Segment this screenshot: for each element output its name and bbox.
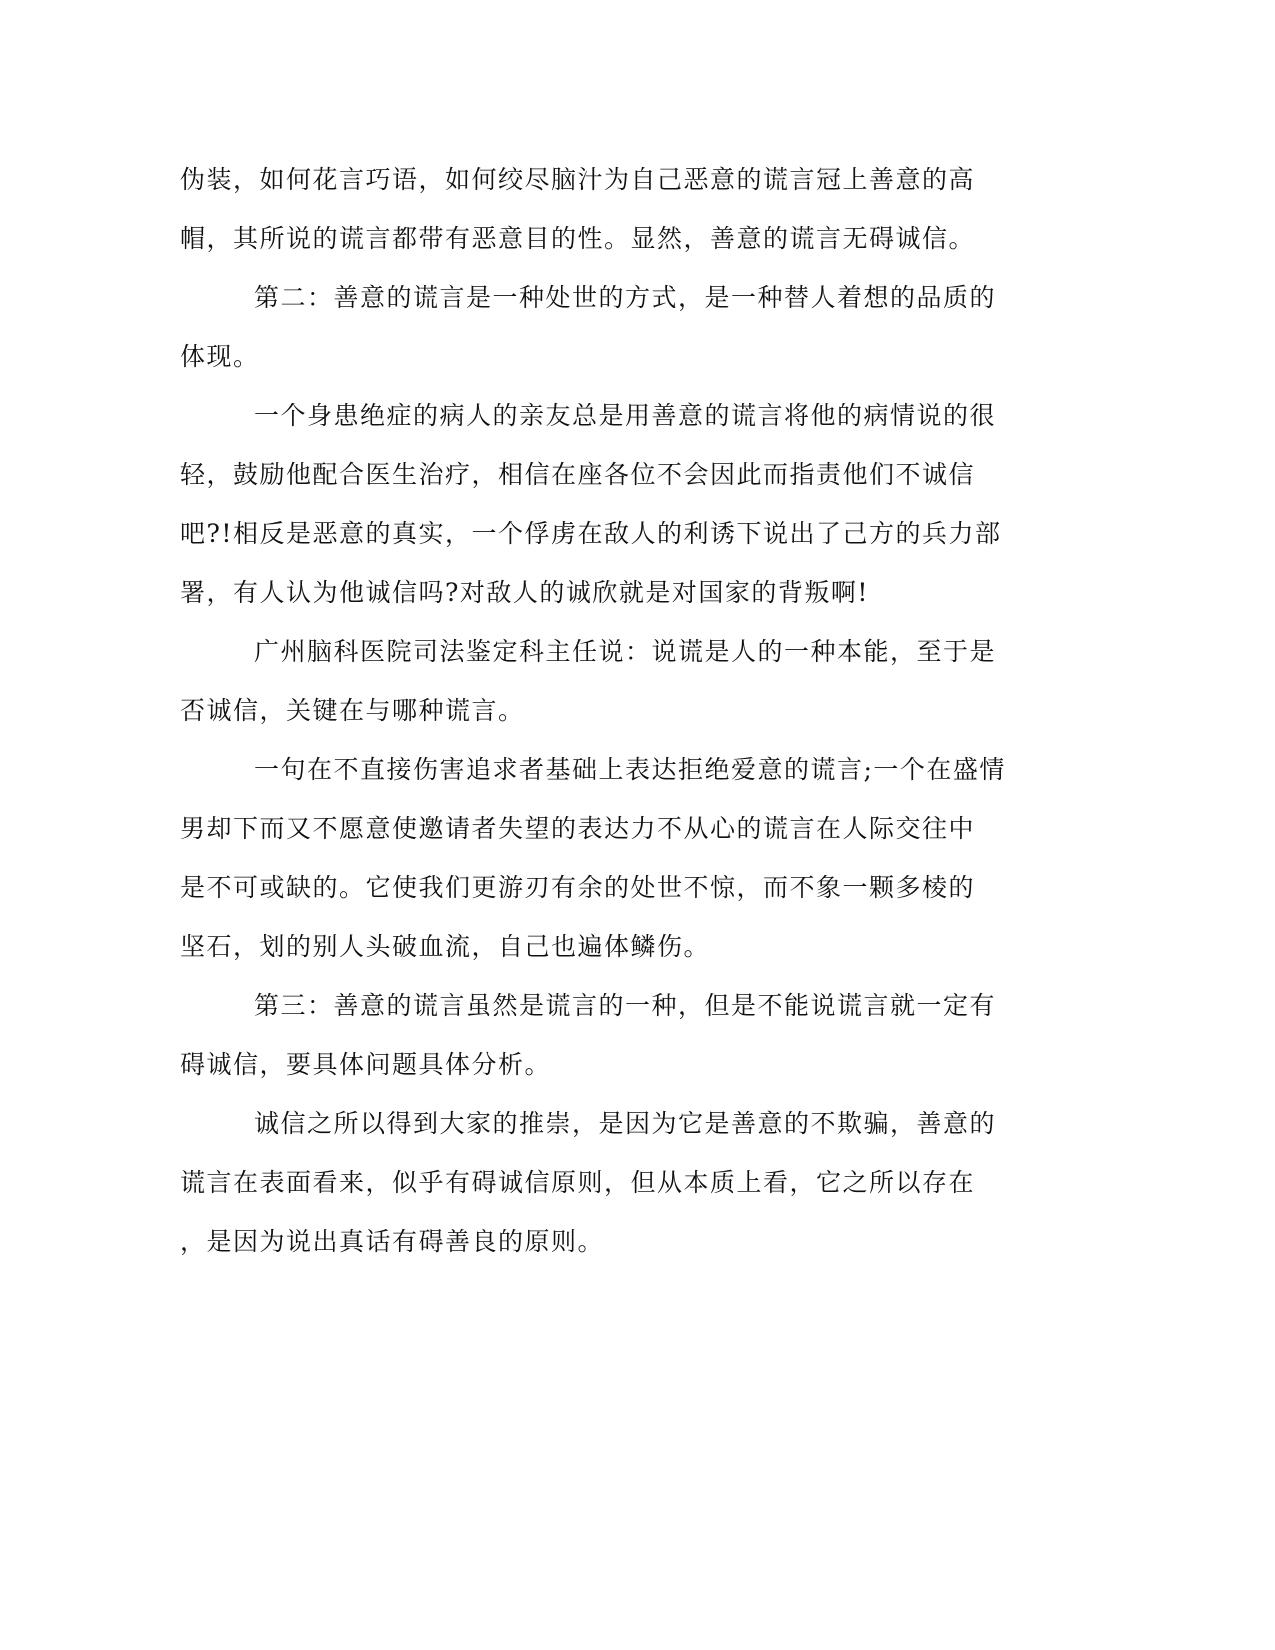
text-line: 第三：善意的谎言虽然是谎言的一种，但是不能说谎言就一定有: [254, 991, 997, 1020]
text-line: ，是因为说出真话有碍善良的原则。: [180, 1227, 605, 1256]
text-line: 吧?!相反是恶意的真实，一个俘虏在敌人的利诱下说出了己方的兵力部: [180, 519, 1002, 548]
text-line: 男却下而又不愿意使邀请者失望的表达力不从心的谎言在人际交往中: [180, 814, 976, 843]
paragraph-6: [180, 976, 1060, 1094]
text-line: 广州脑科医院司法鉴定科主任说：说谎是人的一种本能，至于是: [254, 637, 997, 666]
paragraph-2: [180, 268, 1060, 386]
text-line: 署，有人认为他诚信吗?对敌人的诚欣就是对国家的背叛啊!: [180, 578, 869, 607]
text-line: 是不可或缺的。它使我们更游刃有余的处世不惊，而不象一颗多棱的: [180, 873, 976, 902]
text-line: 一个身患绝症的病人的亲友总是用善意的谎言将他的病情说的很: [254, 401, 997, 430]
paragraph-5: [180, 740, 1060, 976]
text-line: 体现。: [180, 342, 260, 371]
text-line: 谎言在表面看来，似乎有碍诚信原则，但从本质上看，它之所以存在: [180, 1168, 976, 1197]
text-line: 帽，其所说的谎言都带有恶意目的性。显然，善意的谎言无碍诚信。: [180, 224, 976, 253]
text-line: 伪装，如何花言巧语，如何绞尽脑汁为自己恶意的谎言冠上善意的高: [180, 165, 976, 194]
paragraph-4: [180, 622, 1060, 740]
text-line: 否诚信，关键在与哪种谎言。: [180, 696, 525, 725]
text-line: 第二：善意的谎言是一种处世的方式，是一种替人着想的品质的: [254, 283, 997, 312]
paragraph-7: [180, 1094, 1060, 1271]
text-line: 轻，鼓励他配合医生治疗，相信在座各位不会因此而指责他们不诚信: [180, 460, 976, 489]
paragraph-1: [180, 150, 1060, 268]
text-line: 一句在不直接伤害追求者基础上表达拒绝爱意的谎言;一个在盛情: [254, 755, 1006, 784]
text-line: 诚信之所以得到大家的推崇，是因为它是善意的不欺骗，善意的: [254, 1109, 997, 1138]
document-body: [180, 150, 1060, 1271]
text-line: 坚石，划的别人头破血流，自己也遍体鳞伤。: [180, 932, 711, 961]
paragraph-3: [180, 386, 1060, 622]
text-line: 碍诚信，要具体问题具体分析。: [180, 1050, 552, 1079]
